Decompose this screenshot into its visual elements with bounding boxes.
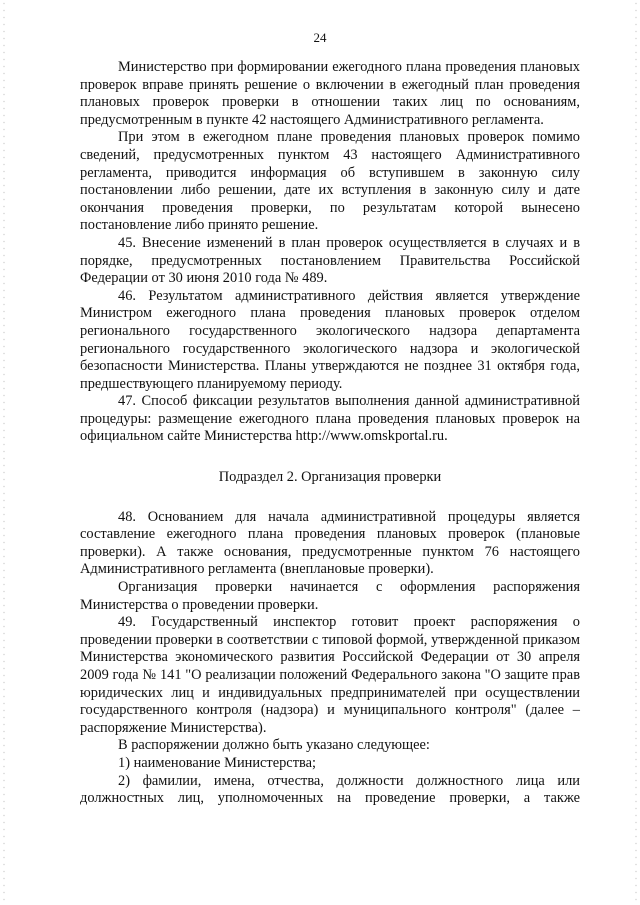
subsection-heading: Подраздел 2. Организация проверки xyxy=(218,469,442,486)
list-item: 2) фамилии, имена, отчества, должности должностного лица или должностных лиц, уполномоченных на проведение проверки, а также xyxy=(80,772,580,807)
paragraph-item-49: 49. Государственный инспектор готовит проект распоряжения о проведении проверки в соответствии с типовой формой, утвержденной приказом Министерства экономического развития Российской Федерации от 30 апреля 2009 года № 141 "О реализации положений Федерального закона "О защите прав юридических лиц и индивидуальных предпринимателей при осуществлении государственного контроля (надзора) и муниципального контроля" (далее – распоряжение Министерства). xyxy=(80,614,580,736)
paragraph: Организация проверки начинается с оформления распоряжения Министерства о проведении проверки. xyxy=(80,579,580,613)
document-body xyxy=(80,59,580,808)
paragraph-item-48: 48. Основанием для начала административной процедуры является составление ежегодного плана проведения плановых проверок (плановые проверки). А также основания, предусмотренные пунктом 76 настоящего Административного регламента (внеплановые проверки). xyxy=(80,508,580,578)
scan-edge-left xyxy=(3,0,5,905)
paragraph-item-47: 47. Способ фиксации результатов выполнения данной административной процедуры: размещение ежегодного плана проведения плановых проверок на официальном сайте Министерства http://www.omskportal.ru. xyxy=(80,393,580,445)
paragraph: При этом в ежегодном плане проведения плановых проверок помимо сведений, предусмотренных пунктом 43 настоящего Административного регламента, приводится информация об вступившем в законную силу постановлении либо решении, дате их вступления в законную силу и дате окончания проведения проверки, по результатам которой вынесено постановление либо принято решение. xyxy=(80,129,580,234)
paragraph: Министерство при формировании ежегодного плана проведения плановых проверок вправе принять решение о включении в ежегодный план проведения плановых проверок проверки в отношении таких лиц по основаниям, предусмотренным в пункте 42 настоящего Административного регламента. xyxy=(80,59,580,128)
scan-edge-right xyxy=(635,0,637,905)
paragraph-item-46: 46. Результатом административного действия является утверждение Министром ежегодного плана проведения плановых проверок отделом регионального государственного экологического надзора департамента регионального государственного экологического надзора и экологической безопасности Министерства. Планы утверждаются не позднее 31 октября года, предшествующего планируемому периоду. xyxy=(80,287,580,392)
list-item: 1) наименование Министерства; xyxy=(118,754,316,771)
page-number: 24 xyxy=(313,30,327,45)
paragraph-item-45: 45. Внесение изменений в план проверок осуществляется в случаях и в порядке, предусмотренных постановлением Правительства Российской Федерации от 30 июня 2010 года № 489. xyxy=(80,234,580,287)
paragraph: В распоряжении должно быть указано следующее: xyxy=(118,737,430,754)
